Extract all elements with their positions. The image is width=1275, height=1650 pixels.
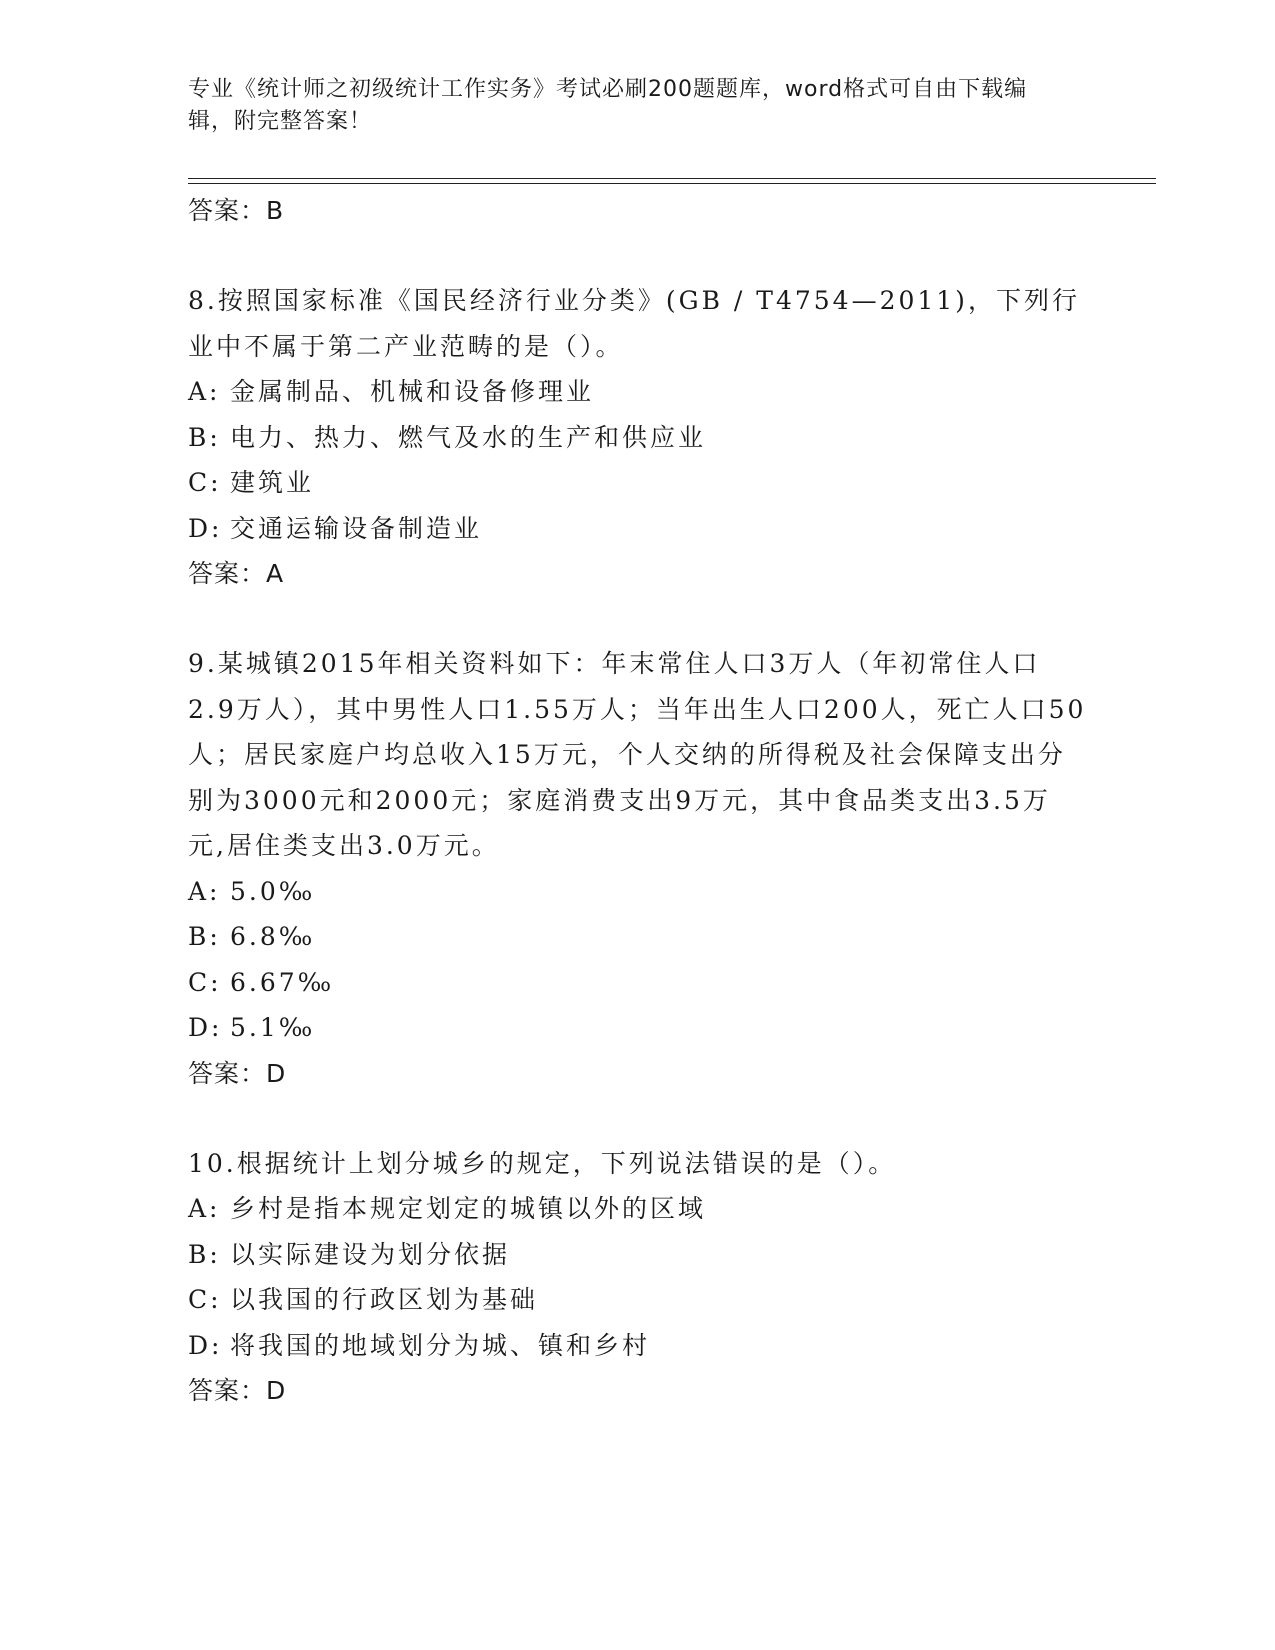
- option-c: [188, 960, 1088, 1006]
- option-a: [188, 1186, 1088, 1232]
- answer-line: 答案：D: [188, 1376, 287, 1405]
- option-key: A:: [188, 377, 221, 406]
- option-key: C:: [188, 468, 222, 497]
- question-text: 10.根据统计上划分城乡的规定，下列说法错误的是（）。: [188, 1148, 897, 1178]
- option-text: 交通运输设备制造业: [230, 513, 483, 543]
- option-b: [188, 1232, 1088, 1278]
- option-key: A:: [188, 1194, 221, 1223]
- page-header: 专业《统计师之初级统计工作实务》考试必刷200题题库，word格式可自由下载编辑，附完整答案！: [188, 77, 1028, 134]
- option-text: 金属制品、机械和设备修理业: [230, 377, 595, 406]
- option-text: 以实际建设为划分依据: [230, 1239, 511, 1269]
- question-8: [188, 278, 1088, 597]
- option-key: B:: [188, 922, 221, 951]
- option-key: B:: [188, 422, 221, 452]
- answer-line: 答案：D: [188, 1058, 287, 1088]
- header-divider-bottom: [188, 183, 1156, 184]
- question-text: 8.按照国家标准《国民经济行业分类》(GB / T4754—2011)，下列行业中不属于第二产业范畴的是（）。: [188, 286, 1080, 361]
- option-text: 电力、热力、燃气及水的生产和供应业: [230, 422, 707, 452]
- option-key: C:: [188, 1285, 222, 1314]
- option-b: [188, 415, 1088, 461]
- question-text: 9.某城镇2015年相关资料如下：年末常住人口3万人（年初常住人口2.9万人），其中男性人口1.55万人；当年出生人口200人，死亡人口50人；居民家庭户均总收入15万元，个人交纳的所得税及社会保障支出分别为3000元和2000元；家庭消费支出9万元，其中食品类支出3.5万元,居住类支出3.0万元。: [188, 649, 1087, 860]
- option-b: [188, 914, 1088, 960]
- option-c: [188, 460, 1088, 506]
- option-text: 乡村是指本规定划定的城镇以外的区域: [230, 1194, 707, 1223]
- header-divider-top: [188, 178, 1156, 179]
- option-a: [188, 869, 1088, 915]
- option-key: D:: [188, 513, 223, 543]
- option-a: [188, 369, 1088, 415]
- question-10: [188, 1141, 1088, 1415]
- option-d: [188, 506, 1088, 552]
- option-key: A:: [188, 876, 221, 906]
- option-d: [188, 1005, 1088, 1051]
- option-text: 6.67‰: [230, 967, 335, 997]
- option-key: D:: [188, 1330, 223, 1360]
- option-text: 5.1‰: [230, 1013, 316, 1042]
- option-c: [188, 1277, 1088, 1323]
- answer-line: 答案：A: [188, 559, 285, 588]
- option-key: B:: [188, 1239, 221, 1269]
- option-key: C:: [188, 967, 222, 997]
- option-text: 6.8‰: [230, 922, 316, 951]
- option-key: D:: [188, 1013, 223, 1042]
- option-text: 以我国的行政区划为基础: [230, 1285, 539, 1314]
- question-9: [188, 641, 1088, 1097]
- option-text: 建筑业: [230, 468, 315, 497]
- answer-line-previous: 答案：B: [188, 196, 285, 225]
- option-d: [188, 1323, 1088, 1369]
- option-text: 将我国的地域划分为城、镇和乡村: [230, 1330, 651, 1360]
- question-list: [188, 188, 1088, 1414]
- option-text: 5.0‰: [230, 876, 316, 906]
